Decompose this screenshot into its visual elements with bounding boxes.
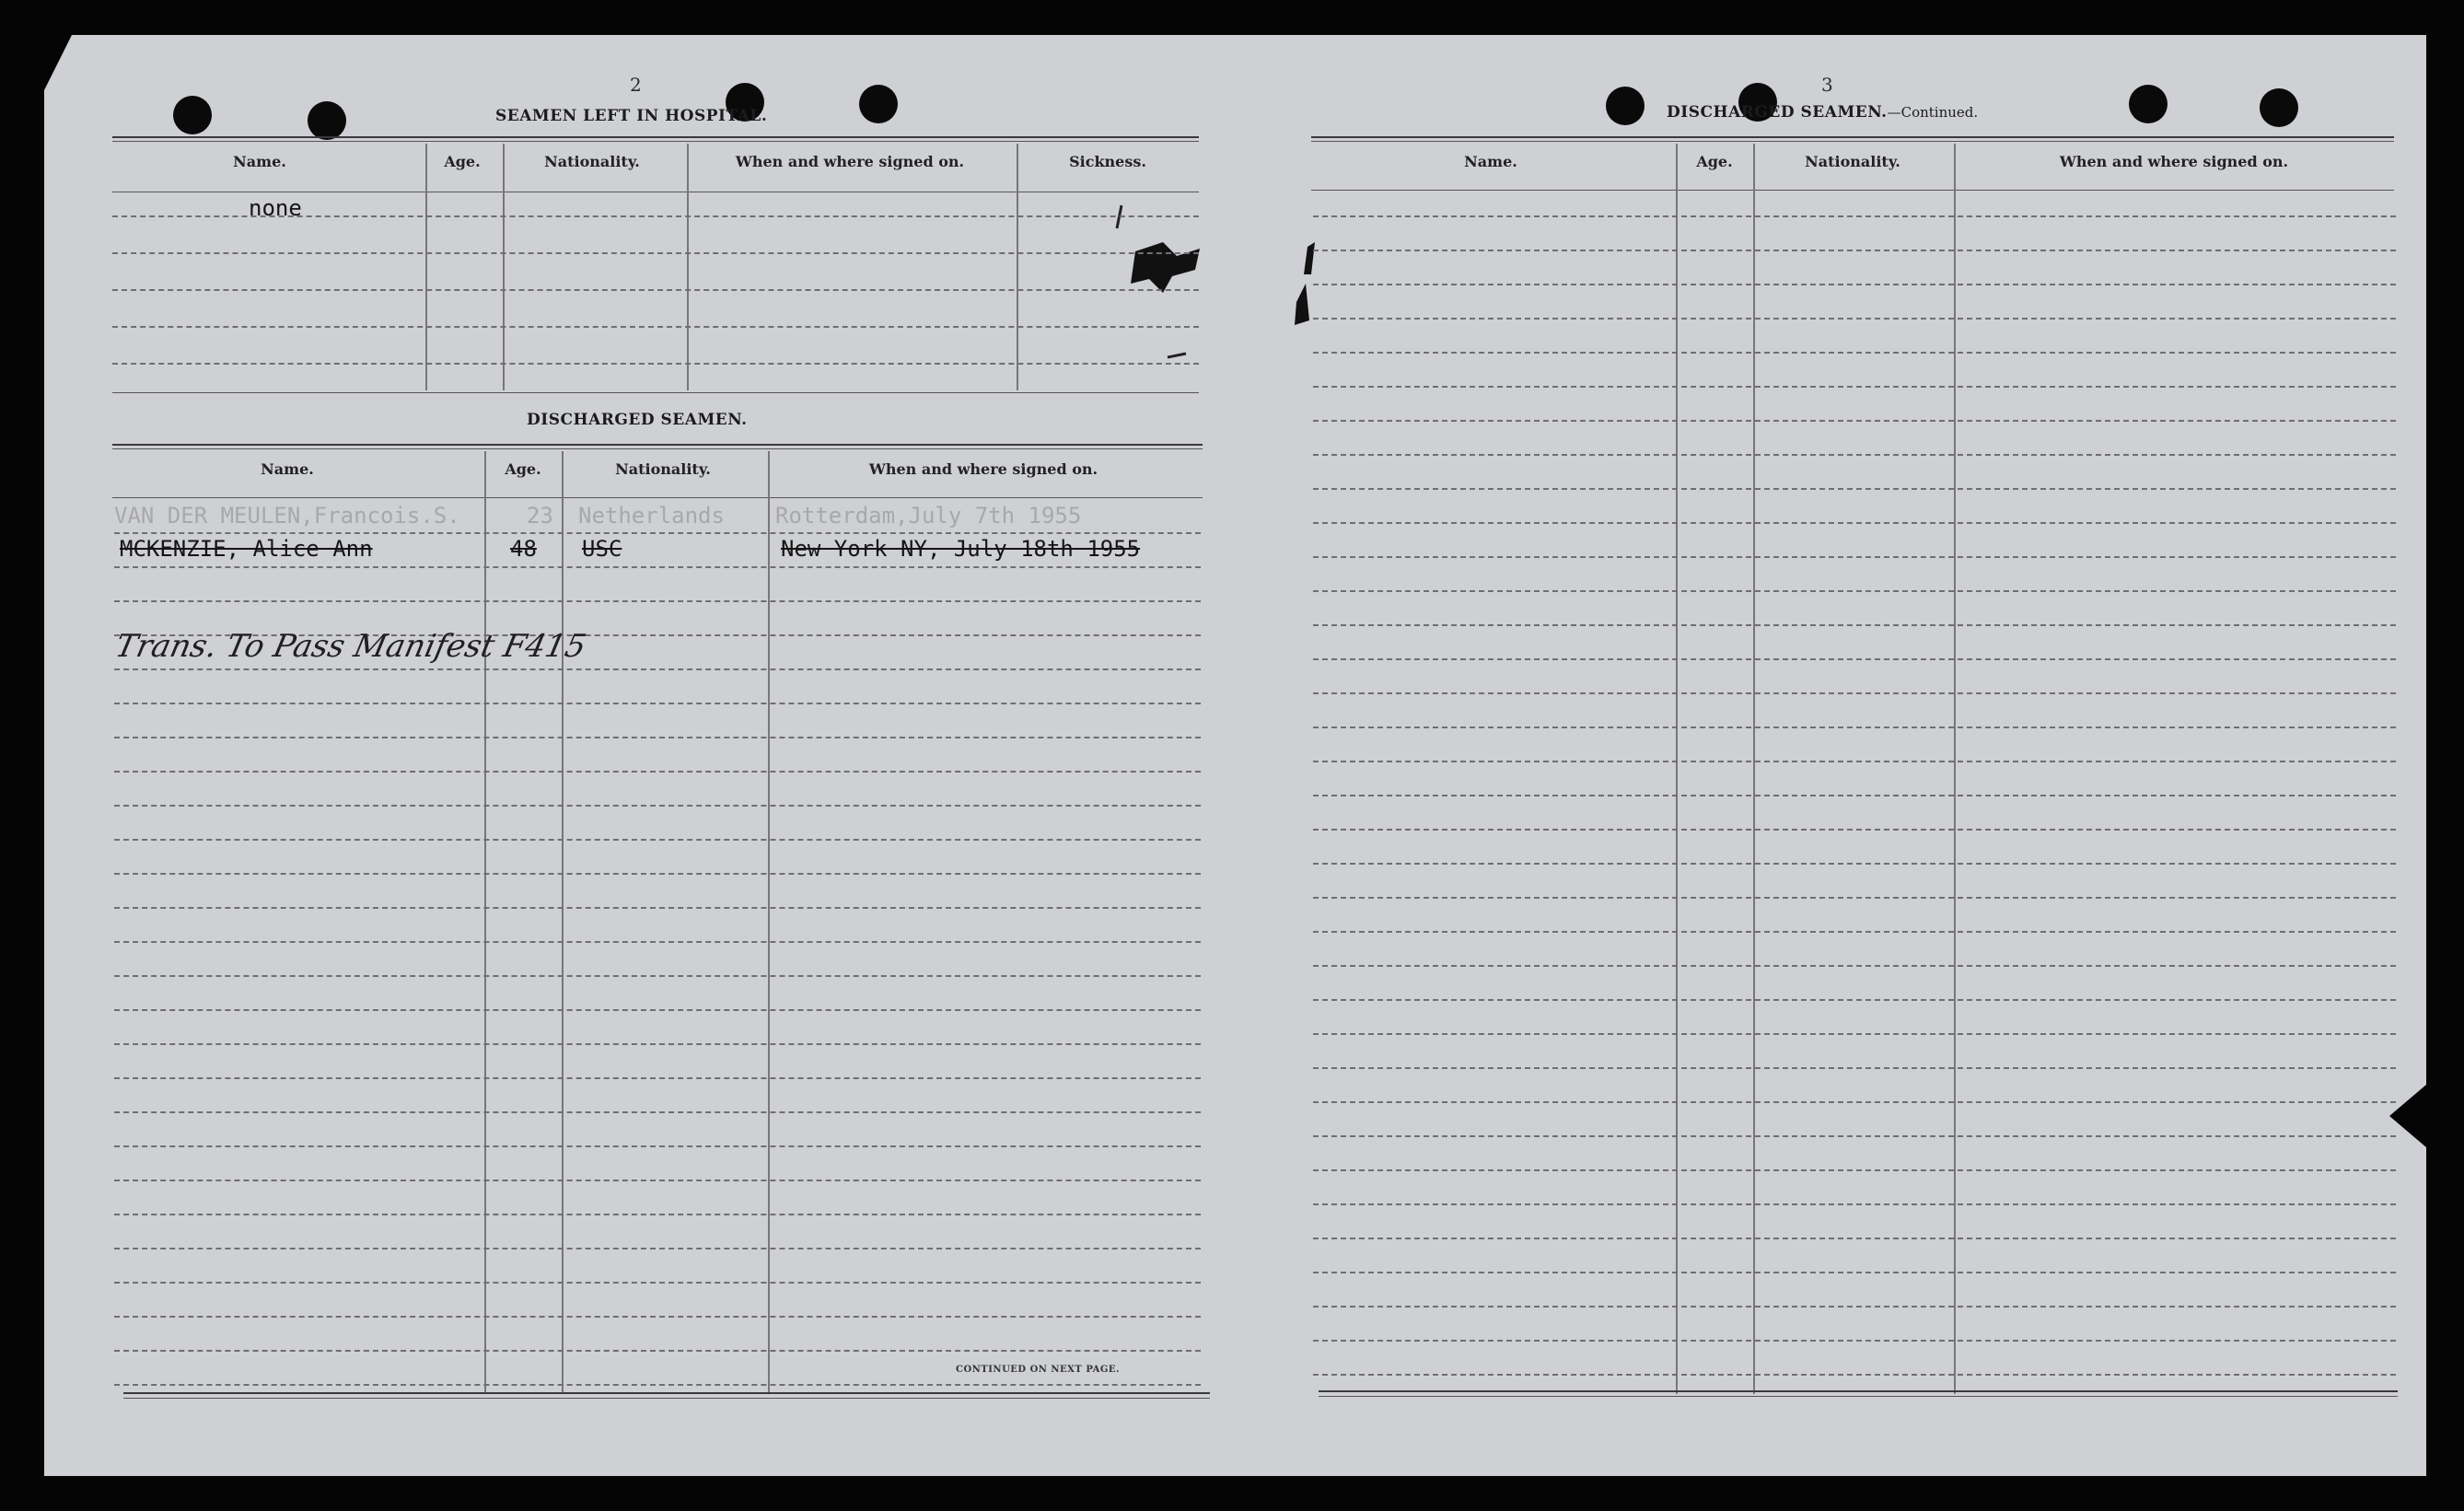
ruled-line	[1313, 488, 2396, 490]
punch-hole	[173, 96, 212, 134]
ruled-line	[1313, 454, 2396, 456]
col-header-signed-on: When and where signed on.	[735, 153, 965, 170]
col-header-age: Age.	[444, 153, 481, 170]
ruled-line	[1313, 1374, 2396, 1376]
ruled-line	[114, 907, 1201, 909]
folded-corner	[44, 35, 72, 90]
ruled-line	[114, 1350, 1201, 1352]
col-header-signed-on: When and where signed on.	[868, 460, 1098, 478]
ruled-line	[1313, 1272, 2396, 1273]
punch-hole	[859, 85, 898, 123]
ruled-line	[1313, 624, 2396, 626]
ruled-line	[1313, 556, 2396, 558]
ruled-line	[114, 1384, 1201, 1386]
discharged-title-text: DISCHARGED SEAMEN.	[1667, 103, 1888, 122]
ruled-line	[114, 703, 1201, 704]
page-number-left: 2	[630, 74, 642, 96]
ruled-line	[1313, 965, 2396, 967]
ruled-line	[1313, 1203, 2396, 1205]
ruled-line	[114, 805, 1201, 807]
ruled-line	[114, 600, 1201, 602]
punch-hole	[2129, 85, 2168, 123]
ruled-line	[1313, 318, 2396, 320]
ruled-line	[1313, 522, 2396, 524]
ruled-line	[1313, 1306, 2396, 1308]
ruled-line	[114, 737, 1201, 738]
page-number-right: 3	[1821, 74, 1833, 96]
continued-footer: CONTINUED ON NEXT PAGE.	[956, 1365, 1121, 1375]
ruled-line	[1313, 352, 2396, 354]
ruled-line	[114, 1077, 1201, 1079]
ruled-line	[1313, 1238, 2396, 1239]
ruled-line	[114, 1248, 1201, 1249]
ruled-line	[1313, 590, 2396, 592]
col-header-nationality: Nationality.	[615, 460, 711, 478]
ruled-line	[114, 668, 1201, 670]
ruled-line	[1313, 692, 2396, 694]
ruled-line	[114, 1316, 1201, 1318]
discharged-row-age: 48	[510, 536, 537, 562]
col-header-nationality: Nationality.	[544, 153, 640, 170]
col-header-signed-on: When and where signed on.	[2059, 153, 2289, 170]
ruled-line	[1313, 829, 2396, 831]
ruled-line	[114, 1214, 1201, 1215]
ruled-line	[1313, 1340, 2396, 1342]
col-header-nationality: Nationality.	[1805, 153, 1900, 170]
document-sheet	[44, 35, 2426, 1476]
ruled-line	[1313, 1169, 2396, 1171]
continued-suffix: —Continued.	[1887, 104, 1979, 121]
ruled-line	[114, 1282, 1201, 1284]
ruled-line	[1313, 1135, 2396, 1137]
ruled-line	[114, 1009, 1201, 1011]
discharged-row-age: 23	[527, 503, 553, 529]
col-header-name: Name.	[233, 153, 286, 170]
ruled-line	[1313, 726, 2396, 728]
ruled-line	[1313, 897, 2396, 899]
punch-hole	[2260, 88, 2298, 127]
ruled-line	[114, 941, 1201, 943]
hospital-section-title: SEAMEN LEFT IN HOSPITAL.	[495, 107, 768, 125]
discharged-continued-title	[1667, 103, 1978, 122]
ink-stain	[1287, 210, 1342, 348]
handwritten-transfer-note: Trans. To Pass Manifest F415	[111, 628, 590, 665]
col-header-name: Name.	[1464, 153, 1517, 170]
ruled-line	[114, 771, 1201, 773]
ruled-line	[1313, 863, 2396, 865]
ruled-line	[1313, 999, 2396, 1001]
discharged-row-signed-on: Rotterdam,July 7th 1955	[775, 503, 1082, 529]
edge-notch	[2389, 1085, 2426, 1147]
discharged-section-title: DISCHARGED SEAMEN.	[527, 411, 748, 429]
col-header-age: Age.	[1696, 153, 1733, 170]
ruled-line	[1313, 761, 2396, 762]
col-header-sickness: Sickness.	[1069, 153, 1146, 170]
col-header-age: Age.	[505, 460, 541, 478]
discharged-row-name: VAN DER MEULEN,Francois.S.	[114, 503, 460, 529]
ruled-line	[1313, 931, 2396, 933]
ruled-line	[1313, 1101, 2396, 1103]
ruled-line	[1313, 386, 2396, 388]
ruled-line	[114, 839, 1201, 841]
ruled-line	[114, 566, 1201, 568]
ruled-line	[114, 1145, 1201, 1147]
ruled-line	[1313, 1067, 2396, 1069]
ruled-line	[1313, 795, 2396, 796]
ruled-line	[114, 1111, 1201, 1113]
discharged-row-name: MCKENZIE, Alice Ann	[120, 536, 373, 562]
punch-hole	[1606, 87, 1645, 125]
hospital-entry-none: none	[249, 195, 302, 221]
ruled-line	[1313, 658, 2396, 660]
col-header-name: Name.	[261, 460, 314, 478]
ruled-line	[114, 532, 1201, 534]
ruled-line	[114, 975, 1201, 977]
ruled-line	[1313, 250, 2396, 251]
ruled-line	[1313, 215, 2396, 217]
discharged-row-signed-on: New York NY, July 18th 1955	[781, 536, 1141, 562]
ruled-line	[1313, 284, 2396, 285]
ruled-line	[1313, 1033, 2396, 1035]
punch-hole	[308, 101, 346, 140]
ruled-line	[114, 873, 1201, 875]
ink-stain	[1098, 201, 1227, 366]
ruled-line	[114, 1043, 1201, 1045]
ruled-line	[114, 1180, 1201, 1181]
ruled-line	[1313, 420, 2396, 422]
discharged-row-nationality: Netherlands	[578, 503, 725, 529]
discharged-row-nationality: USC	[582, 536, 622, 562]
